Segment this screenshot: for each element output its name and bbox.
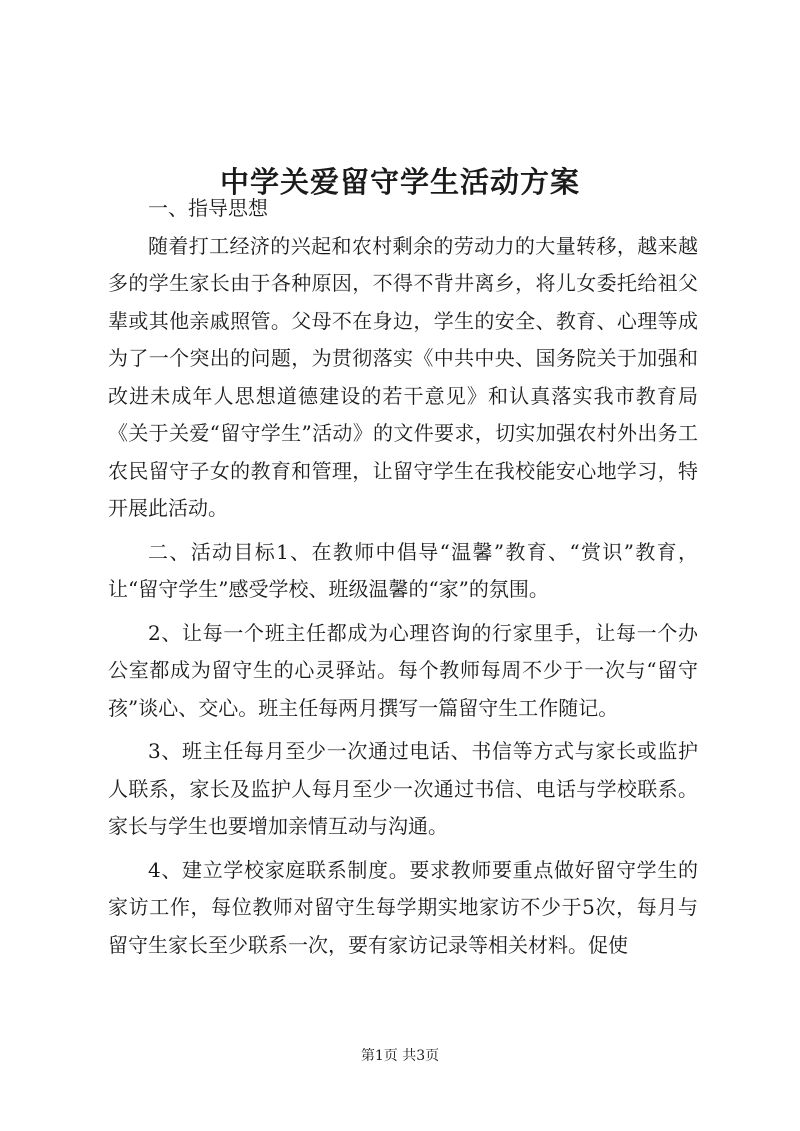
document-body (108, 190, 698, 964)
page-footer: 第1页 共3页 (360, 1048, 440, 1064)
document-title: 中学关爱留守学生活动方案 (219, 165, 580, 200)
section-heading-guiding-thought: 一、指导思想 (148, 196, 268, 220)
paragraph-activity-goal-2: 2、让每一个班主任都成为心理咨询的行家里手，让每一个办公室都成为留守生的心灵驿站。每个教师每周不少于一次与“留守孩”谈心、交心。班主任每两月撰写一篇留守生工作随记。 (108, 620, 698, 720)
paragraph-activity-goal-1: 二、活动目标1、在教师中倡导“温馨”教育、“赏识”教育，让“留守学生”感受学校、班级温馨的“家”的氛围。 (108, 539, 698, 601)
paragraph-guiding-thought: 随着打工经济的兴起和农村剩余的劳动力的大量转移，越来越多的学生家长由于各种原因，不得不背井离乡，将儿女委托给祖父辈或其他亲戚照管。父母不在身边，学生的安全、教育、心理等成为了一个突出的问题，为贯彻落实《中共中央、国务院关于加强和改进未成年人思想道德建设的若干意见》和认真落实我市教育局《关于关爱“留守学生”活动》的文件要求，切实加强农村外出务工农民留守子女的教育和管理，让留守学生在我校能安心地学习，特开展此活动。 (108, 233, 698, 520)
paragraph-activity-goal-4: 4、建立学校家庭联系制度。要求教师要重点做好留守学生的家访工作，每位教师对留守生每学期实地家访不少于5次，每月与留守生家长至少联系一次，要有家访记录等相关材料。促使 (108, 857, 698, 957)
paragraph-activity-goal-3: 3、班主任每月至少一次通过电话、书信等方式与家长或监护人联系，家长及监护人每月至少一次通过书信、电话与学校联系。家长与学生也要增加亲情互动与沟通。 (108, 739, 698, 838)
